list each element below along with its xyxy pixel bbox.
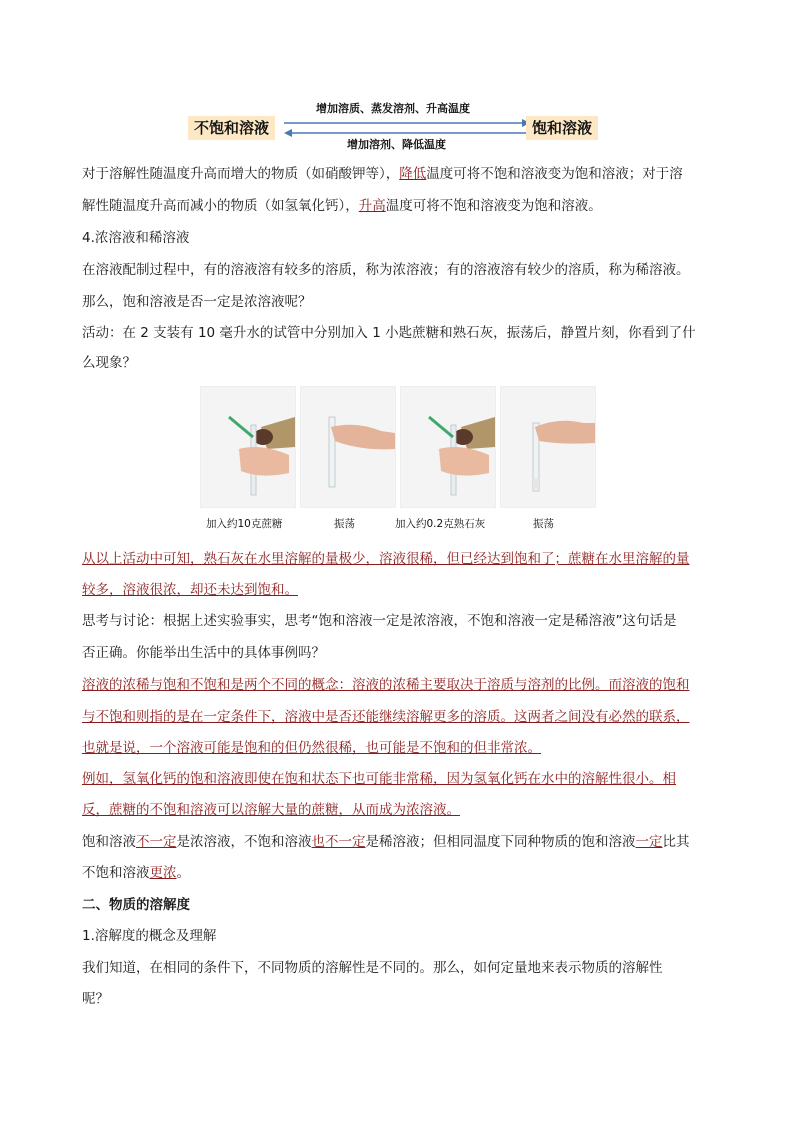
summary-answer-definitely: 一定 — [635, 834, 663, 850]
para1-answer-lower: 降低 — [399, 166, 427, 182]
photo-add-sugar — [200, 386, 296, 508]
hand-test-tube-image — [501, 387, 595, 507]
activity-line2: 么现象？ — [82, 355, 136, 371]
discussion-line2: 否正确。你能举出生活中的具体事例吗？ — [82, 645, 325, 661]
summary-line2 — [82, 864, 190, 882]
photo-shake-1 — [300, 386, 396, 508]
answer2-line5: 反，蔗糖的不饱和溶液可以溶解大量的蔗糖，从而成为浓溶液。 — [82, 802, 460, 818]
photo-add-lime — [400, 386, 496, 508]
summary-answer-more-concentrated: 更浓 — [149, 865, 177, 881]
para1-text-d: 解性随温度升高而减小的物质（如氢氧化钙）， — [82, 198, 359, 214]
hand-test-tube-image — [201, 387, 295, 507]
answer1-line1: 从以上活动中可知，熟石灰在水里溶解的量极少，溶液很稀，但已经达到饱和了；蔗糖在水里溶解的量 — [82, 551, 690, 567]
summary-text-e: 是稀溶液；但相同温度下同种物质的饱和溶液 — [365, 834, 636, 850]
section2-subheading: 1.溶解度的概念及理解 — [82, 928, 217, 944]
hand-test-tube-image — [301, 387, 395, 507]
section2-para-line1: 我们知道，在相同的条件下，不同物质的溶解性是不同的。那么，如何定量地来表示物质的溶解性 — [82, 960, 663, 976]
caption-add-sugar: 加入约10克蔗糖 — [206, 518, 283, 530]
caption-shake-1: 振荡 — [334, 518, 355, 530]
backward-arrow-head — [284, 129, 292, 137]
para1-text-c: 温度可将不饱和溶液变为饱和溶液；对于溶 — [426, 166, 683, 182]
para1-line2 — [82, 197, 602, 215]
summary-line1 — [82, 833, 690, 851]
answer2-line2: 与不饱和则指的是在一定条件下，溶液中是否还能继续溶解更多的溶质。这两者之间没有必然的联系， — [82, 709, 690, 725]
para1-text-a: 对于溶解性随温度升高而增大的物质（如硝酸钾等）， — [82, 166, 400, 182]
activity-line1: 活动：在 2 支装有 10 毫升水的试管中分别加入 1 小匙蔗糖和熟石灰，振荡后，静置片刻，你看到了什 — [82, 325, 696, 341]
section4-para2: 那么，饱和溶液是否一定是浓溶液呢？ — [82, 294, 312, 310]
para1-text-f: 温度可将不饱和溶液变为饱和溶液。 — [385, 198, 602, 214]
answer1-line2: 较多，溶液很浓，却还未达到饱和。 — [82, 582, 298, 598]
caption-add-lime: 加入约0.2克熟石灰 — [395, 518, 486, 530]
section2-para-line2: 呢？ — [82, 991, 109, 1007]
backward-conditions-label: 增加溶剂、降低温度 — [347, 138, 446, 151]
answer2-line3: 也就是说，一个溶液可能是饱和的但仍然很稀，也可能是不饱和的但非常浓。 — [82, 740, 541, 756]
saturated-solution-box: 饱和溶液 — [526, 116, 598, 140]
answer2-line4: 例如，氢氧化钙的饱和溶液即使在饱和状态下也可能非常稀，因为氢氧化钙在水中的溶解性很小。相 — [82, 771, 676, 787]
section4-heading: 4.浓溶液和稀溶液 — [82, 230, 190, 246]
hand-test-tube-image — [401, 387, 495, 507]
discussion-line1: 思考与讨论：根据上述实验事实，思考“饱和溶液一定是浓溶液，不饱和溶液一定是稀溶液”这句话是 — [82, 613, 677, 629]
para1-answer-raise: 升高 — [358, 198, 386, 214]
summary-text-h: 不饱和溶液 — [82, 865, 150, 881]
summary-text-g: 比其 — [662, 834, 690, 850]
para1-line1 — [82, 165, 683, 183]
summary-text-c: 是浓溶液，不饱和溶液 — [176, 834, 312, 850]
summary-answer-not-necessarily-1: 不一定 — [136, 834, 177, 850]
saturation-conversion-diagram — [188, 98, 608, 154]
experiment-photos — [200, 386, 600, 534]
summary-text-j: 。 — [176, 865, 190, 881]
unsaturated-solution-box: 不饱和溶液 — [188, 116, 275, 140]
section2-heading: 二、物质的溶解度 — [82, 897, 190, 913]
answer2-line1: 溶液的浓稀与饱和不饱和是两个不同的概念：溶液的浓稀主要取决于溶质与溶剂的比例。而溶液的饱和 — [82, 677, 690, 693]
summary-text-a: 饱和溶液 — [82, 834, 136, 850]
forward-conditions-label: 增加溶质、蒸发溶剂、升高温度 — [316, 102, 470, 115]
summary-answer-not-necessarily-2: 也不一定 — [311, 834, 366, 850]
caption-shake-2: 振荡 — [533, 518, 554, 530]
photo-shake-2 — [500, 386, 596, 508]
section4-para1: 在溶液配制过程中，有的溶液溶有较多的溶质，称为浓溶液；有的溶液溶有较少的溶质，称为稀溶液。 — [82, 262, 690, 278]
